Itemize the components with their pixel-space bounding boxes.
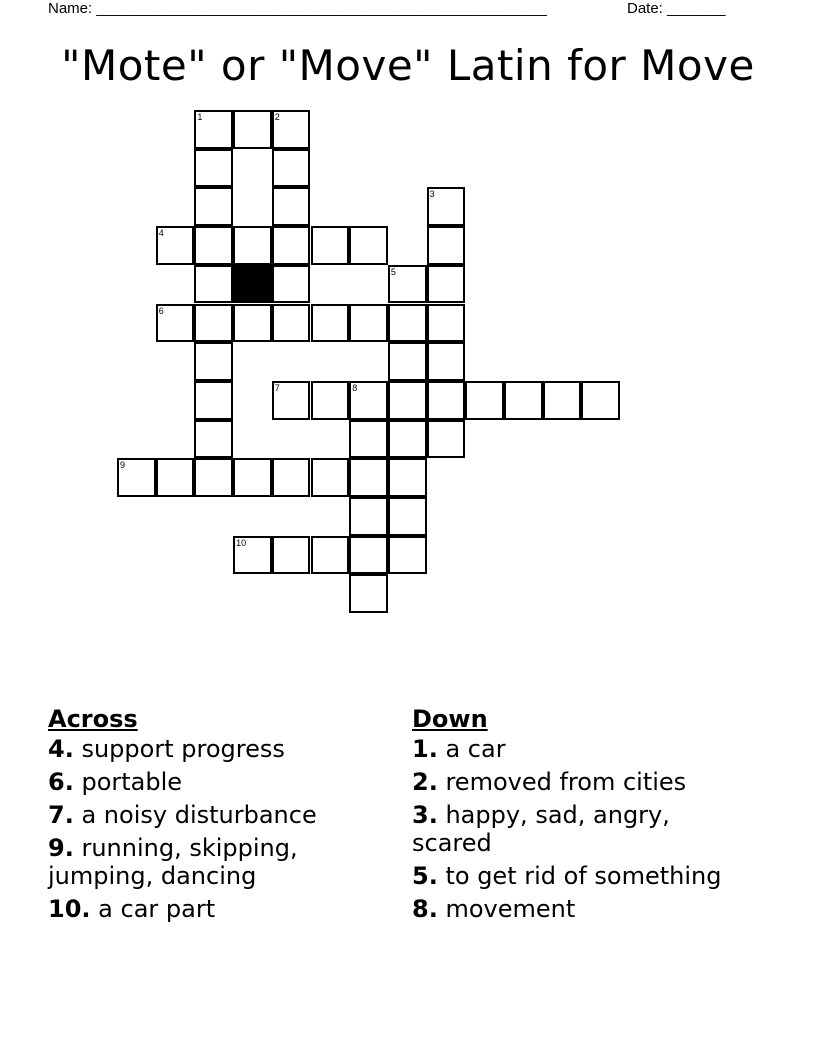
cell-number: 9: [120, 460, 126, 471]
clue-across-10: 10. a car part: [48, 895, 216, 923]
grid-cell[interactable]: [194, 226, 233, 265]
grid-cell[interactable]: [504, 381, 543, 420]
grid-cell[interactable]: [388, 536, 427, 575]
cell-number: 6: [158, 305, 164, 316]
cell-number: 10: [236, 537, 247, 548]
grid-cell[interactable]: [233, 226, 272, 265]
grid-cell[interactable]: [349, 420, 388, 459]
clue-across-7: 7. a noisy disturbance: [48, 801, 317, 829]
grid-cell[interactable]: [349, 458, 388, 497]
grid-cell[interactable]: [311, 226, 350, 265]
grid-cell[interactable]: [194, 187, 233, 226]
grid-cell[interactable]: [427, 420, 466, 459]
grid-cell[interactable]: [117, 458, 156, 497]
grid-cell[interactable]: [388, 265, 427, 304]
grid-cell[interactable]: [272, 265, 311, 304]
grid-cell[interactable]: [388, 420, 427, 459]
grid-cell[interactable]: [311, 536, 350, 575]
grid-cell[interactable]: [427, 342, 466, 381]
grid-cell[interactable]: [427, 304, 466, 343]
clue-across-6: 6. portable: [48, 768, 183, 796]
date-field-label[interactable]: Date: _______: [627, 0, 726, 17]
grid-cell[interactable]: [388, 342, 427, 381]
grid-cell[interactable]: [427, 265, 466, 304]
grid-cell[interactable]: [272, 536, 311, 575]
grid-cell[interactable]: [272, 149, 311, 188]
across-clues: [48, 703, 388, 928]
grid-cell[interactable]: [233, 536, 272, 575]
grid-cell[interactable]: [194, 304, 233, 343]
grid-cell[interactable]: [272, 226, 311, 265]
cell-number: 5: [390, 266, 396, 277]
name-field-label[interactable]: Name: ______________________________________________________: [48, 0, 547, 17]
grid-cell[interactable]: [233, 304, 272, 343]
across-heading: Across: [48, 705, 138, 733]
clue-down-3: 3. happy, sad, angry, scared: [412, 801, 670, 857]
grid-cell[interactable]: [581, 381, 620, 420]
page-title: "Mote" or "Move" Latin for Move: [61, 41, 755, 90]
clue-down-1: 1. a car: [412, 735, 506, 763]
grid-cell[interactable]: [233, 110, 272, 149]
grid-cell[interactable]: [194, 342, 233, 381]
grid-cell[interactable]: [311, 458, 350, 497]
cell-number: 2: [274, 112, 280, 122]
grid-cell[interactable]: [543, 381, 582, 420]
grid-cell[interactable]: [194, 420, 233, 459]
grid-cell[interactable]: [272, 381, 311, 420]
grid-cell[interactable]: [156, 458, 195, 497]
grid-cell[interactable]: [388, 304, 427, 343]
grid-cell[interactable]: [427, 381, 466, 420]
grid-cell[interactable]: [349, 226, 388, 265]
cell-number: 1: [197, 112, 203, 122]
grid-cell[interactable]: [156, 304, 195, 343]
grid-cell[interactable]: [427, 187, 466, 226]
grid-cell[interactable]: [156, 226, 195, 265]
grid-cell[interactable]: [194, 458, 233, 497]
clue-down-8: 8. movement: [412, 895, 576, 923]
grid-cell[interactable]: [194, 265, 233, 304]
grid-cell[interactable]: [388, 381, 427, 420]
grid-cell[interactable]: [349, 304, 388, 343]
grid-cell[interactable]: [194, 149, 233, 188]
cell-number: 4: [158, 228, 164, 239]
clue-across-9: 9. running, skipping, jumping, dancing: [48, 834, 298, 890]
black-square: [233, 265, 272, 304]
grid-cell[interactable]: [349, 381, 388, 420]
grid-cell[interactable]: [272, 458, 311, 497]
grid-cell[interactable]: [427, 226, 466, 265]
clue-across-4: 4. support progress: [48, 735, 285, 763]
grid-cell[interactable]: [272, 304, 311, 343]
grid-cell[interactable]: [349, 497, 388, 536]
cell-number: 8: [352, 382, 358, 393]
clue-down-2: 2. removed from cities: [412, 768, 687, 796]
grid-cell[interactable]: [349, 536, 388, 575]
down-heading: Down: [412, 705, 488, 733]
grid-cell[interactable]: [311, 304, 350, 343]
grid-cell[interactable]: [388, 497, 427, 536]
grid-cell[interactable]: [272, 187, 311, 226]
grid-cell[interactable]: [311, 381, 350, 420]
cell-number: 7: [274, 382, 280, 393]
grid-cell[interactable]: [388, 458, 427, 497]
grid-cell[interactable]: [465, 381, 504, 420]
clue-down-5: 5. to get rid of something: [412, 862, 722, 890]
grid-cell[interactable]: [349, 574, 388, 613]
down-clues: [412, 703, 752, 928]
grid-cell[interactable]: [194, 110, 233, 149]
cell-number: 3: [429, 189, 435, 200]
grid-cell[interactable]: [194, 381, 233, 420]
grid-cell[interactable]: [233, 458, 272, 497]
grid-cell[interactable]: [272, 110, 311, 149]
